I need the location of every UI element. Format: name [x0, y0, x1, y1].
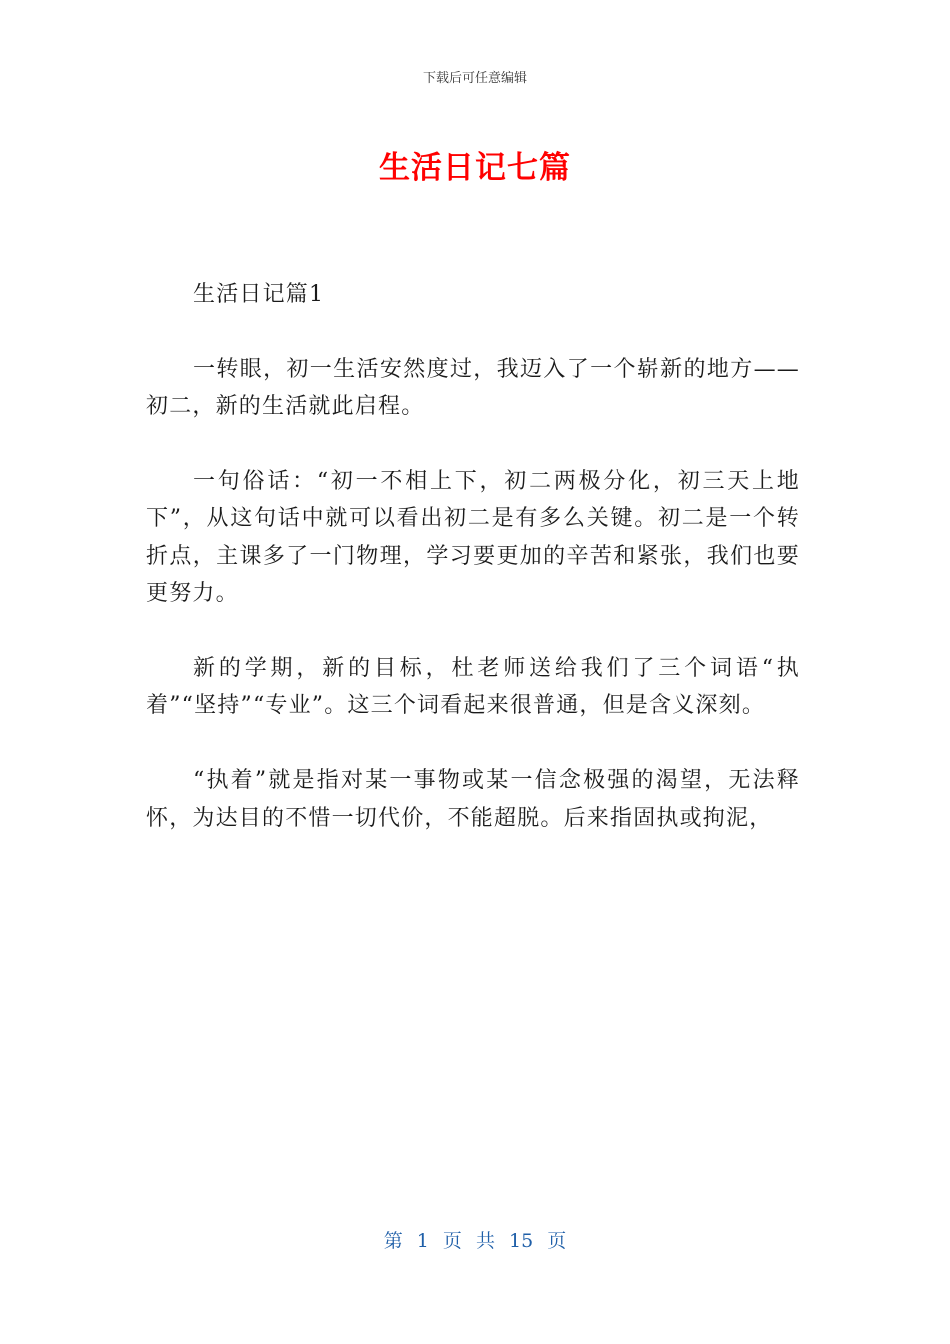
- document-title: 生活日记七篇: [379, 150, 571, 186]
- paragraph: 一句俗话：“初一不相上下，初二两极分化，初三天上地下”，从这句话中就可以看出初二是有多么关键。初二是一个转折点，主课多了一门物理，学习要更加的辛苦和紧张，我们也要更努力。: [146, 469, 800, 607]
- section-heading: 生活日记篇1: [193, 282, 325, 307]
- page-number-footer: 第 1 页 共 15 页: [383, 1230, 567, 1252]
- document-body: [146, 276, 800, 874]
- paragraph: 一转眼，初一生活安然度过，我迈入了一个崭新的地方——初二，新的生活就此启程。: [146, 356, 800, 420]
- header-note: 下载后可任意编辑: [422, 71, 527, 86]
- paragraph: 新的学期，新的目标，杜老师送给我们了三个词语“执着”“坚持”“专业”。这三个词看起来很普通，但是含义深刻。: [146, 656, 800, 719]
- paragraph: “执着”就是指对某一事物或某一信念极强的渴望，无法释怀，为达目的不惜一切代价，不能超脱。后来指固执或拘泥，: [146, 768, 800, 831]
